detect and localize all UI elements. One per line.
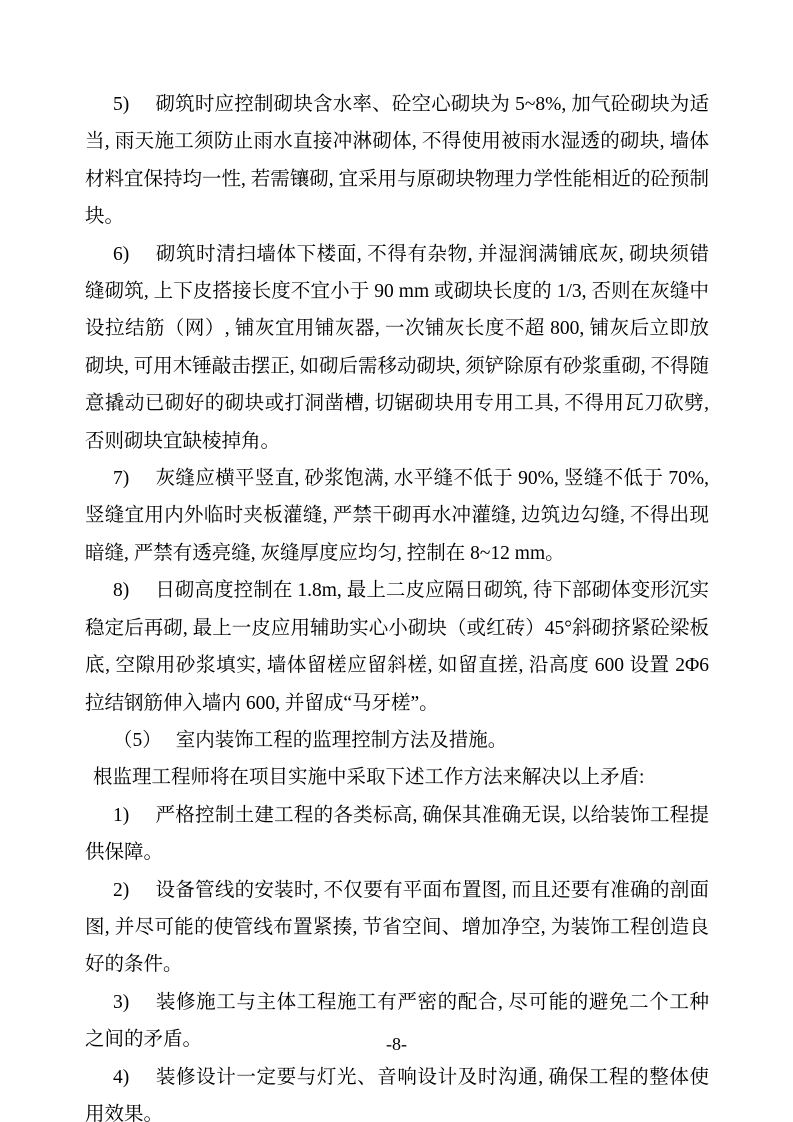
paragraph-text: 砌筑时清扫墙体下楼面, 不得有杂物, 并湿润满铺底灰, 砌块须错缝砌筑, 上下皮搭接长度不宜小于 90 mm 或砌块长度的 1/3, 否则在灰缝中设拉结筋（网）, 铺灰宜用铺灰器, 一次铺灰长度不超 800, 铺灰后立即放砌块, 可用木锤敲击摆正, 如砌后需移动砌块, 须铲除原有砂浆重砌, 不得随意撬动已砌好的砌块或打洞凿槽, 切锯砌块用专用工具, 不得用瓦刀砍劈, 否则砌块宜缺棱掉角。 xyxy=(85,243,710,452)
paragraph-text: 砌筑时应控制砌块含水率、砼空心砌块为 5~8%, 加气砼砌块为适当, 雨天施工须防止雨水直接冲淋砌体, 不得使用被雨水湿透的砌块, 墙体材料宜保持均一性, 若需镶砌, 宜采用与原砌块物理力学性能相近的砼预制块。 xyxy=(85,94,710,228)
paragraph xyxy=(85,86,709,236)
page-number: -8- xyxy=(386,1034,407,1054)
paragraph-text: 日砌高度控制在 1.8m, 最上二皮应隔日砌筑, 待下部砌体变形沉实稳定后再砌, 最上一皮应用辅助实心小砌块（或红砖）45°斜砌挤紧砼梁板底, 空隙用砂浆填实, 墙体留槎应留斜槎, 如留直搓, 沿高度 600 设置 2Φ6 拉结钢筋伸入墙内 600, 并留成“马牙槎”。 xyxy=(85,580,709,714)
paragraph-marker: 4) xyxy=(113,1066,130,1088)
paragraph xyxy=(85,722,709,759)
paragraph xyxy=(85,572,709,722)
paragraph-text: 装修设计一定要与灯光、音响设计及时沟通, 确保工程的整体使用效果。 xyxy=(85,1066,709,1122)
paragraph-marker: 5) xyxy=(113,94,130,115)
paragraph-text: 装修施工与主体工程施工有严密的配合, 尽可能的避免二个工种之间的矛盾。 xyxy=(85,991,709,1051)
paragraph-text: 灰缝应横平竖直, 砂浆饱满, 水平缝不低于 90%, 竖缝不低于 70%, 竖缝宜用内外临时夹板灌缝, 严禁干砌再水冲灌缝, 边筑边勾缝, 不得出现暗缝, 严禁有透亮缝, 灰缝厚度应均匀, 控制在 8~12 mm。 xyxy=(85,468,709,564)
paragraph-text: 室内装饰工程的监理控制方法及措施。 xyxy=(175,729,508,751)
paragraph-text: 设备管线的安装时, 不仅要有平面布置图, 而且还要有准确的剖面图, 并尽可能的使管线布置紧揍, 节省空间、增加净空, 为装饰工程创造良好的条件。 xyxy=(85,879,709,976)
paragraph-text: 严格控制土建工程的各类标高, 确保其准确无误, 以给装饰工程提供保障。 xyxy=(85,804,709,864)
paragraph-marker: 7) xyxy=(113,468,130,490)
paragraph-marker: 2) xyxy=(113,879,130,901)
paragraph-text: 根监理工程师将在项目实施中采取下述工作方法来解决以上矛盾: xyxy=(93,767,645,789)
paragraph-marker: 1) xyxy=(113,804,130,826)
paragraph-marker: （5） xyxy=(113,729,162,751)
paragraph-marker: 3) xyxy=(113,991,130,1013)
paragraph xyxy=(85,797,709,872)
paragraph xyxy=(85,872,709,984)
paragraph-marker: 6) xyxy=(113,243,130,265)
paragraph-marker: 8) xyxy=(113,580,130,602)
paragraph xyxy=(85,759,709,796)
paragraph xyxy=(85,1059,709,1122)
paragraph xyxy=(85,236,709,460)
document-content xyxy=(85,86,709,1122)
paragraph xyxy=(85,460,709,572)
